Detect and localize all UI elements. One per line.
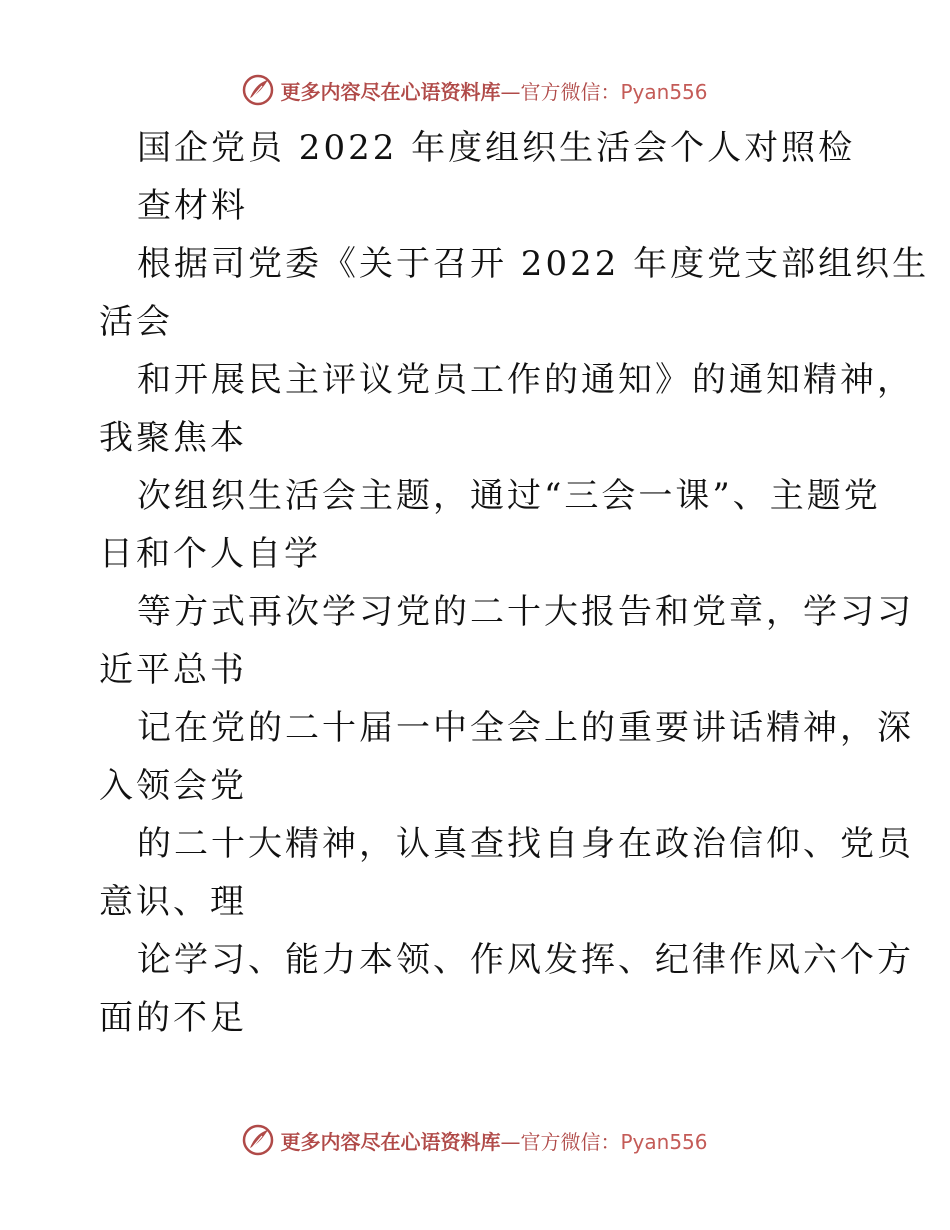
feather-quill-logo-icon — [242, 1124, 274, 1156]
watermark-dash: — — [500, 1129, 521, 1154]
paragraph-line: 近平总书 — [99, 650, 247, 690]
watermark-handle: Pyan556 — [620, 1129, 708, 1154]
paragraph-line: 等方式再次学习党的二十大报告和党章，学习习 — [137, 592, 914, 632]
paragraph-line: 的二十大精神，认真查找自身在政治信仰、党员 — [137, 824, 914, 864]
paragraph-line: 日和个人自学 — [99, 534, 321, 574]
paragraph-line: 和开展民主评议党员工作的通知》的通知精神， — [137, 360, 914, 400]
watermark-wechat-label: 官方微信： — [520, 79, 621, 104]
footer-watermark — [0, 1120, 950, 1160]
watermark-main: 更多内容尽在心语资料库 — [280, 79, 501, 104]
watermark-dash: — — [500, 79, 521, 104]
document-title-line-1: 国企党员 2022 年度组织生活会个人对照检 — [137, 128, 856, 168]
paragraph-line: 意识、理 — [99, 882, 247, 922]
paragraph-line: 面的不足 — [99, 998, 247, 1038]
paragraph-line: 记在党的二十届一中全会上的重要讲话精神，深 — [137, 708, 914, 748]
paragraph-line: 根据司党委《关于召开 2022 年度党支部组织生 — [137, 244, 930, 284]
paragraph-line: 次组织生活会主题，通过“三会一课”、主题党 — [137, 476, 881, 516]
watermark-handle: Pyan556 — [620, 79, 708, 104]
header-watermark — [0, 70, 950, 110]
paragraph-line: 活会 — [99, 302, 173, 342]
document-title-line-2: 查材料 — [137, 186, 248, 226]
watermark-main: 更多内容尽在心语资料库 — [280, 1129, 501, 1154]
feather-quill-logo-icon — [242, 74, 274, 106]
watermark-text — [280, 76, 707, 105]
paragraph-line: 论学习、能力本领、作风发挥、纪律作风六个方 — [137, 940, 914, 980]
paragraph-line: 入领会党 — [99, 766, 247, 806]
watermark-text — [280, 1126, 707, 1155]
watermark-wechat-label: 官方微信： — [520, 1129, 621, 1154]
paragraph-line: 我聚焦本 — [99, 418, 247, 458]
